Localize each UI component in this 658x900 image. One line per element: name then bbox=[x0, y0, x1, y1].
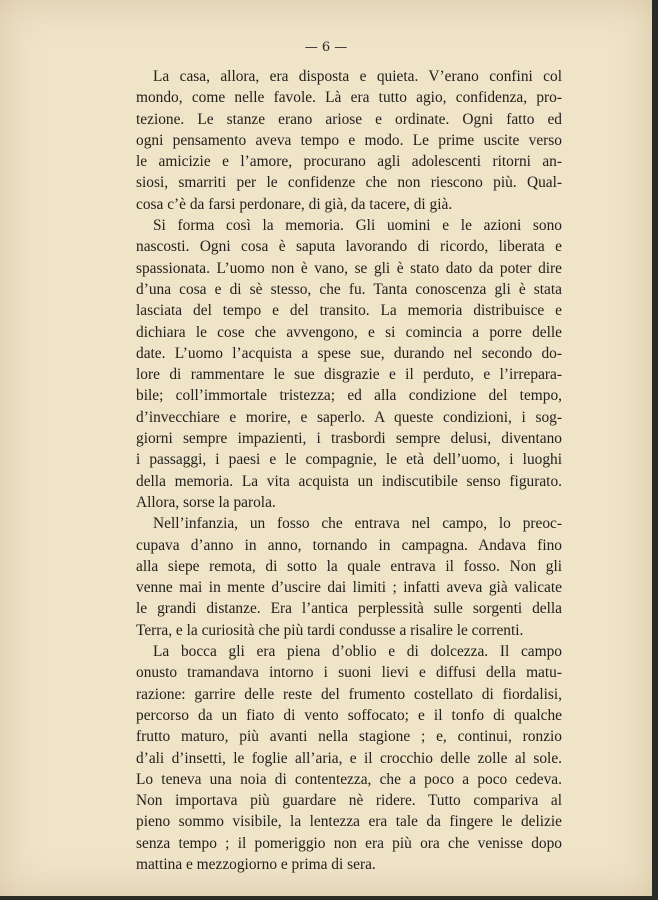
text-line: tezione. Le stanze erano ariose e ordinate. Ogni fatto ed bbox=[136, 110, 562, 128]
text-line: d’una cosa e di sè stesso, che fu. Tanta conoscenza gli è stata bbox=[136, 280, 562, 298]
text-line: alla siepe remota, di sotto la quale entrava il fosso. Non gli bbox=[136, 557, 562, 575]
text-line: Si forma così la memoria. Gli uomini e le azioni sono bbox=[153, 217, 562, 235]
text-line: Terra, e la curiosità che più tardi condusse a risalire le correnti. bbox=[136, 621, 524, 639]
text-line: Nell’infanzia, un fosso che entrava nel campo, lo preoc- bbox=[153, 515, 562, 533]
text-line: giorni sempre impazienti, i trasbordi sempre delusi, diventano bbox=[136, 430, 562, 448]
text-line: Non importava più guardare nè ridere. Tutto compariva al bbox=[136, 792, 562, 810]
text-line: frutto maturo, più avanti nella stagione ; e, continui, ronzio bbox=[136, 728, 562, 746]
text-line: lore di rammentare le sue disgrazie e il perduto, e l’irrepara- bbox=[136, 366, 562, 384]
text-line: i passaggi, i paesi e le compagnie, le età dell’uomo, i luoghi bbox=[136, 451, 562, 469]
text-line: venne mai in mente d’uscire dai limiti ; infatti aveva già valicate bbox=[136, 579, 562, 597]
page-number: — 6 — bbox=[304, 40, 348, 55]
text-line: bile; coll’immortale tristezza; ed alla condizione del tempo, bbox=[136, 387, 562, 405]
text-line: date. L’uomo l’acquista a spese sue, durando nel secondo do- bbox=[136, 344, 562, 362]
text-line: d’invecchiare e morire, e saperlo. A queste condizioni, i sog- bbox=[136, 408, 562, 426]
text-line: Lo teneva una noia di contentezza, che a poco a poco cedeva. bbox=[136, 770, 562, 788]
text-line: cupava d’anno in anno, tornando in campagna. Andava fino bbox=[136, 536, 562, 554]
text-line: percorso da un fiato di vento soffocato; e il tonfo di qualche bbox=[136, 706, 562, 724]
text-line: nascosti. Ogni cosa è saputa lavorando di ricordo, liberata e bbox=[136, 238, 562, 256]
text-line: le grandi distanze. Era l’antica perplessità sulle sorgenti della bbox=[136, 600, 562, 618]
text-line: cosa c’è da farsi perdonare, di già, da tacere, di già. bbox=[136, 195, 453, 213]
text-line: d’ali d’insetti, le foglie all’aria, e il crocchio delle zolle al sole. bbox=[136, 749, 562, 767]
text-line: siosi, smarriti per le confidenze che non riescono più. Qual- bbox=[136, 174, 562, 192]
body-text bbox=[136, 66, 562, 875]
text-line: La casa, allora, era disposta e quieta. V’erano confini col bbox=[153, 68, 562, 85]
text-line: Allora, sorse la parola. bbox=[136, 493, 276, 511]
text-line: spassionata. L’uomo non è vano, se gli è stato dato da poter dire bbox=[136, 259, 562, 277]
text-line: della memoria. La vita acquista un indiscutibile senso figurato. bbox=[136, 472, 562, 490]
text-line: ogni pensamento aveva tempo e modo. Le prime uscite verso bbox=[136, 131, 562, 149]
text-line: mondo, come nelle favole. Là era tutto agio, confidenza, pro- bbox=[136, 89, 562, 107]
text-line: senza tempo ; il pomeriggio non era più ora che venisse dopo bbox=[136, 834, 562, 852]
text-line: pieno sommo visibile, la lentezza era tale da fingere le delizie bbox=[136, 813, 562, 831]
text-line: dichiara le cose che avvengono, e si comincia a porre delle bbox=[136, 323, 562, 341]
text-line: onusto tramandava intorno i suoni lievi e diffusi della matu- bbox=[136, 664, 562, 682]
text-line: La bocca gli era piena d’oblio e di dolcezza. Il campo bbox=[153, 643, 562, 661]
text-line: mattina e mezzogiorno e prima di sera. bbox=[136, 855, 376, 873]
text-line: razione: garrire delle reste del frumento costellato di fiordalisi, bbox=[136, 685, 562, 703]
text-line: le amicizie e l’amore, procurano agli adolescenti ritorni an- bbox=[136, 153, 562, 171]
text-line: lasciata del tempo e del transito. La memoria distribuisce e bbox=[136, 302, 562, 320]
